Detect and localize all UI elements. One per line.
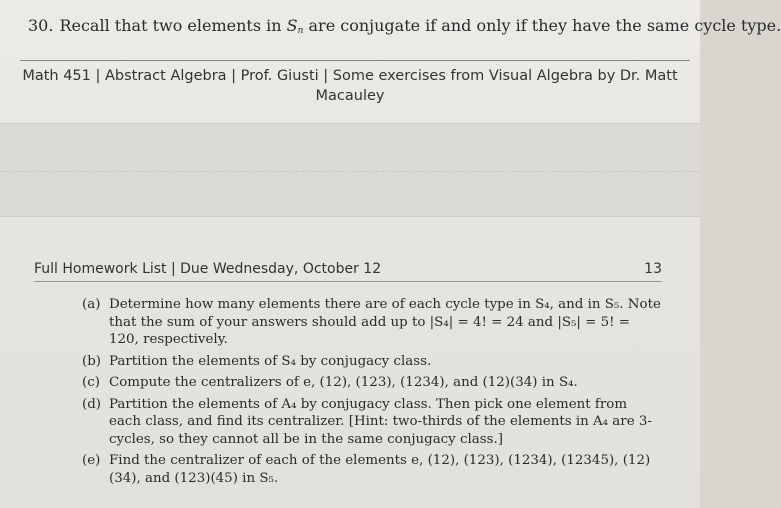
item-text: Find the centralizer of each of the elements e, (12), (123), (1234), (12345), (12)(34), and (123)(45) in S₅. [109, 453, 651, 486]
item-label: (b) [82, 353, 102, 369]
item-label: (a) [82, 297, 101, 312]
exercise-item-e [82, 452, 662, 487]
page-gap-band [0, 123, 700, 217]
math-subscript-n: n [297, 26, 304, 36]
item-label: (d) [82, 396, 102, 412]
item-text: Compute the centralizers of e, (12), (123), (1234), and (12)(34) in S₄. [109, 375, 578, 390]
item-label: (e) [82, 453, 101, 468]
page-divider [0, 171, 700, 172]
question-text-before: Recall that two elements in [59, 16, 287, 35]
item-text: Partition the elements of A₄ by conjugacy class. Then pick one element from each class, and find its centralizer. [Hint: two-thirds of the elements in A₄ are 3-cycles, so they cannot all be in the same conjugacy class.] [109, 396, 652, 447]
exercise-list [82, 296, 662, 491]
page-number: 13 [644, 261, 662, 277]
course-header: Math 451 | Abstract Algebra | Prof. Giusti | Some exercises from Visual Algebra by Dr. Matt Macauley [22, 68, 678, 104]
header-rule-bottom [34, 281, 662, 282]
item-label: (c) [82, 375, 100, 390]
item-text: Partition the elements of S₄ by conjugacy class. [109, 353, 432, 369]
homework-title: Full Homework List | Due Wednesday, October 12 [34, 261, 382, 277]
item-text: Determine how many elements there are of each cycle type in S₄, and in S₅. Note that the sum of your answers should add up to |S₄| = 4! = 24 and |S₅| = 5! = 120, respectively. [109, 297, 661, 347]
exercise-item-c [82, 374, 662, 392]
question-30 [28, 16, 781, 36]
exercise-item-b [82, 353, 662, 371]
header-rule-top [20, 60, 690, 61]
question-number: 30. [28, 16, 54, 35]
exercise-item-d [82, 396, 662, 449]
math-symbol-s: S [286, 16, 298, 35]
question-text-after: are conjugate if and only if they have the same cycle type. [303, 16, 781, 35]
homework-header [34, 261, 662, 277]
exercise-item-a [82, 296, 662, 349]
